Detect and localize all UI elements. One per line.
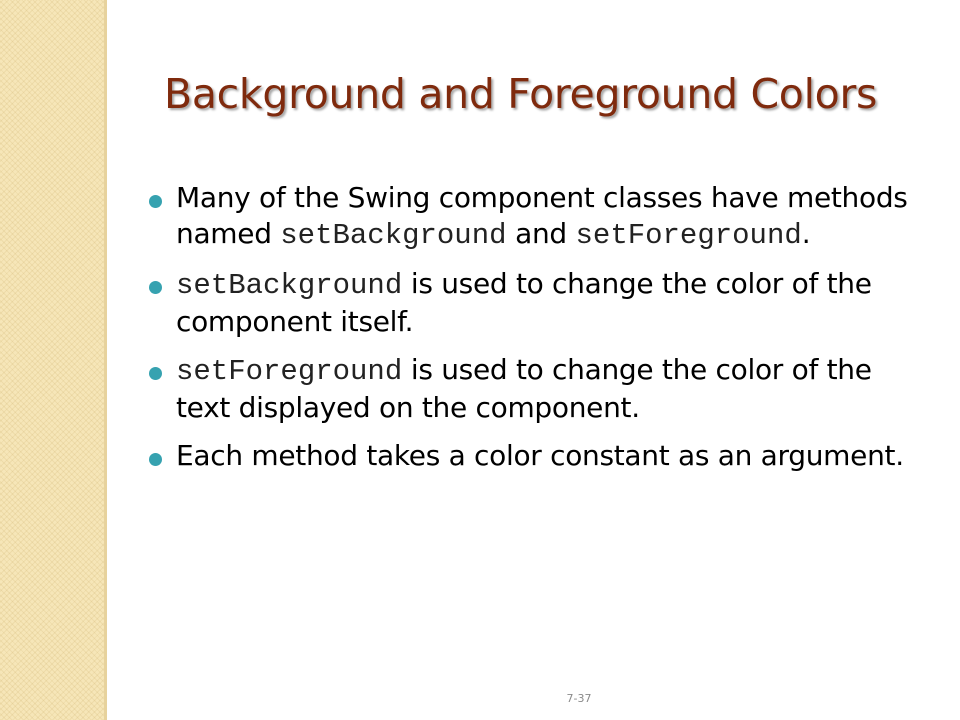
- bullet-dot-icon: [149, 281, 162, 294]
- code-term: setBackground: [280, 219, 507, 252]
- bullet-item: [148, 438, 908, 474]
- sidebar-decoration: [0, 0, 104, 720]
- slide-title: Background and Foreground Colors: [164, 70, 878, 118]
- bullet-dot-icon: [149, 367, 162, 380]
- page-number: 7-37: [566, 692, 592, 705]
- bullet-text: Many of the Swing component classes have methods named: [176, 181, 908, 250]
- bullet-dot-icon: [149, 453, 162, 466]
- code-term: setForeground: [575, 219, 802, 252]
- bullet-text: .: [801, 217, 811, 250]
- code-term: setBackground: [176, 269, 403, 302]
- bullet-item: [148, 180, 908, 254]
- bullet-list: [148, 180, 908, 486]
- bullet-text: Each method takes a color constant as an argument.: [176, 439, 904, 472]
- code-term: setForeground: [176, 355, 403, 388]
- bullet-dot-icon: [149, 195, 162, 208]
- bullet-text: is used to change the color of the text displayed on the component.: [176, 353, 872, 424]
- sidebar-divider: [104, 0, 107, 720]
- bullet-item: [148, 352, 908, 426]
- bullet-item: [148, 266, 908, 340]
- bullet-text: and: [506, 217, 576, 250]
- bullet-text: is used to change the color of the component itself.: [176, 267, 872, 338]
